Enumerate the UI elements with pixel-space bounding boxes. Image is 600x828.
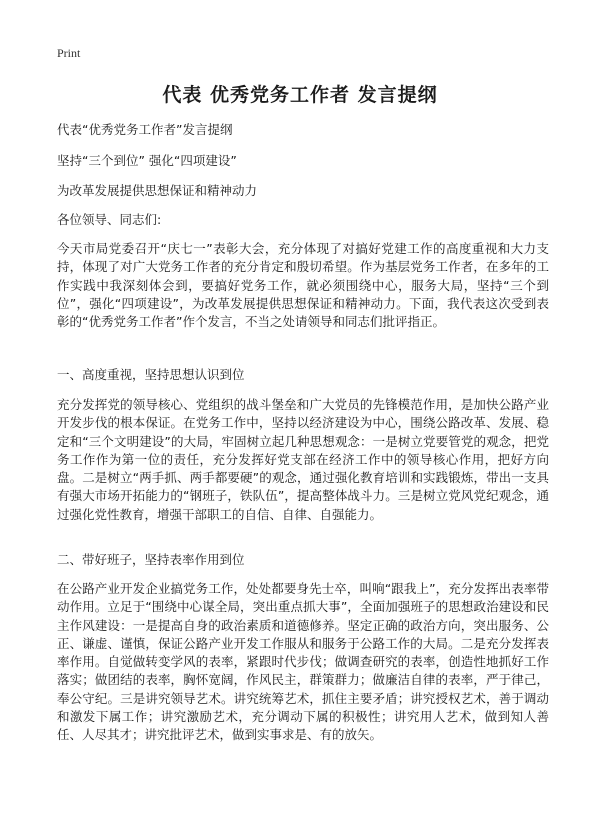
intro-line-1: 代表“优秀党务工作者”发言提纲 bbox=[57, 122, 233, 137]
paragraph-opening: 今天市局党委召开“庆七一”表彰大会，充分体现了对搞好党建工作的高度重视和大力支持，体现了对广大党务工作者的充分肯定和殷切希望。作为基层党务工作者，在多年的工作实践中我深刻体会到，要搞好党务工作，就必须围绕中心，服务大局，坚持“三个到位”，强化“四项建设”，为改革发展提供思想保证和精神动力。下面，我代表这次受到表彰的“优秀党务工作者”作个发言，不当之处请领导和同志们批评指正。 bbox=[57, 241, 549, 330]
paragraph-section-2: 在公路产业开发企业搞党务工作，处处都要身先士卒，叫响“跟我上”，充分发挥出表率带动作用。立足于“围绕中心谋全局，突出重点抓大事”，全面加强班子的思想政治建设和民主作风建设：一是提高自身的政治素质和道德修养。坚定正确的政治方向，突出服务、公正、谦虚、谨慎，保证公路产业开发工作服从和服务于公路工作的大局。二是充分发挥表率作用。自觉做转变学风的表率，紧跟时代步伐；做调查研究的表率，创造性地抓好工作落实；做团结的表率，胸怀宽阔，作风民主，群策群力；做廉洁自律的表率，严于律己，奉公守纪。三是讲究领导艺术。讲究统筹艺术，抓住主要矛盾；讲究授权艺术，善于调动和激发下属工作；讲究激励艺术，充分调动下属的积极性；讲究用人艺术，做到知人善任、人尽其才；讲究批评艺术，做到实事求是、有的放矢。 bbox=[57, 581, 549, 743]
greeting: 各位领导、同志们: bbox=[57, 212, 162, 227]
section-heading-2: 二、带好班子，坚持表率作用到位 bbox=[57, 552, 245, 567]
intro-line-2: 坚持“三个到位” 强化“四项建设” bbox=[57, 153, 237, 168]
paragraph-section-1: 充分发挥党的领导核心、党组织的战斗堡垒和广大党员的先锋模范作用，是加快公路产业开发步伐的根本保证。在党务工作中，坚持以经济建设为中心，围绕公路改革、发展、稳定和“三个文明建设”的大局，牢固树立起几种思想观念：一是树立党要管党的观念，把党务工作作为第一位的责任，充分发挥好党支部在经济工作中的领导核心作用，把好方向盘。二是树立“两手抓、两手都要硬”的观念，通过强化教育培训和实践锻炼，带出一支具有强大市场开拓能力的“钢班子，铁队伍”，提高整体战斗力。三是树立党风党纪观念，通过强化党性教育，增强干部职工的自信、自律、自强能力。 bbox=[57, 397, 549, 522]
intro-line-3: 为改革发展提供思想保证和精神动力 bbox=[57, 183, 258, 198]
print-label[interactable]: Print bbox=[57, 46, 81, 60]
document-title: 代表 优秀党务工作者 发言提纲 bbox=[162, 84, 438, 106]
section-heading-1: 一、高度重视，坚持思想认识到位 bbox=[57, 367, 245, 382]
